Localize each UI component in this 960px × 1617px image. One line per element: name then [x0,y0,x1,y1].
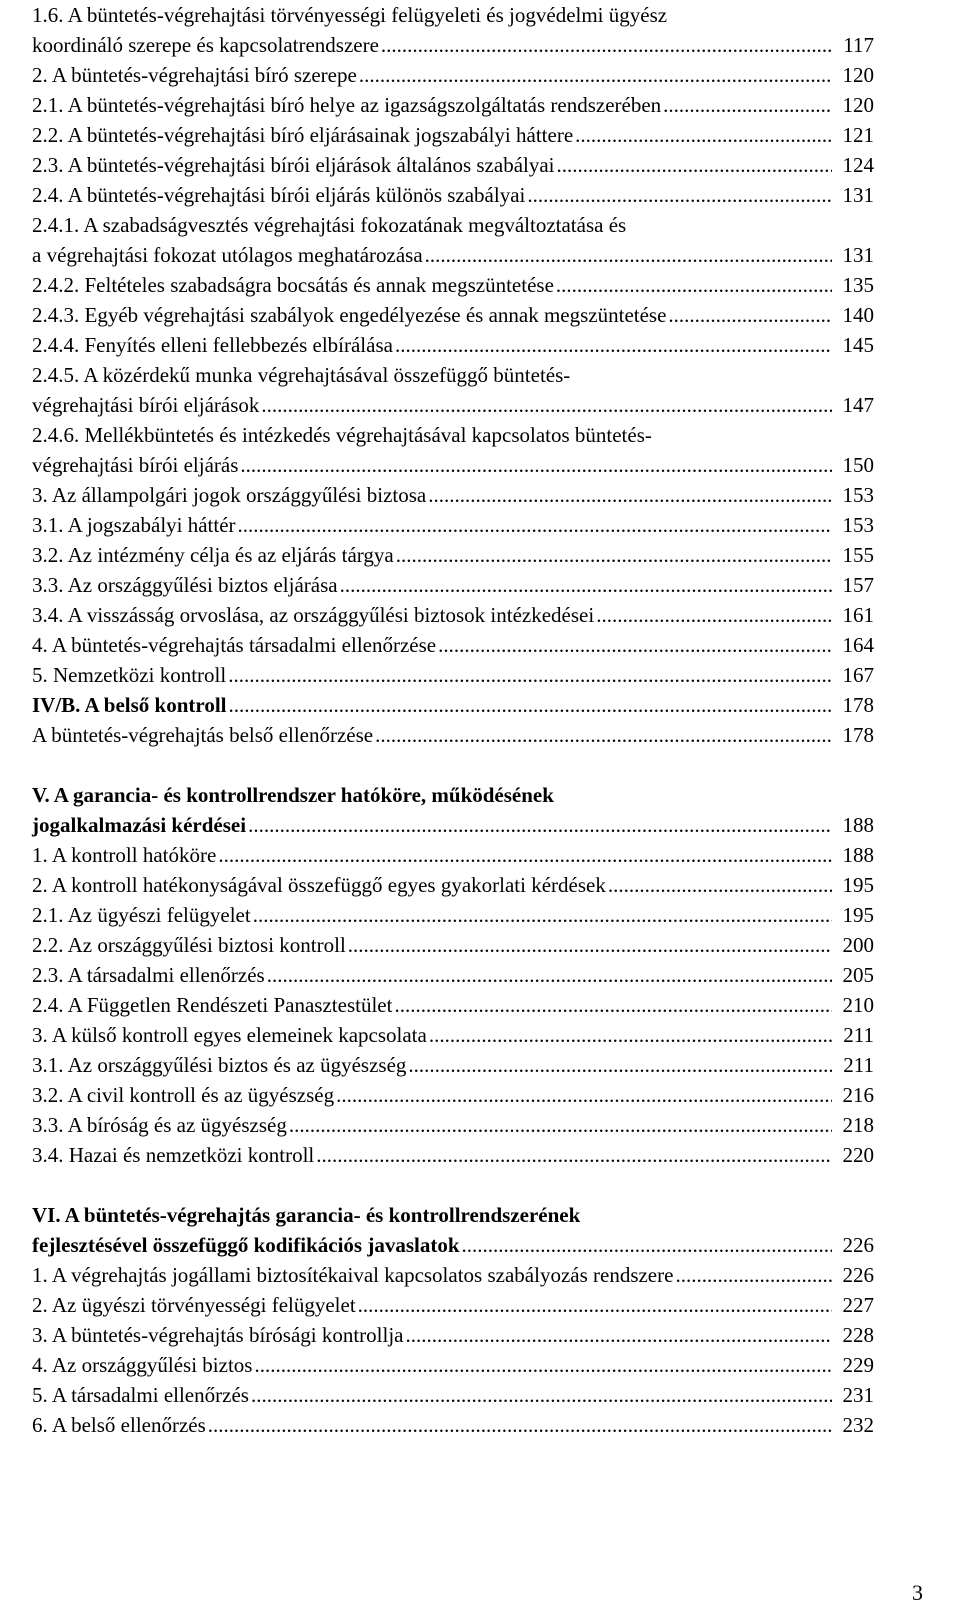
toc-entry-title: 2.4. A büntetés-végrehajtási bírói eljárás különös szabályai [32,183,526,207]
toc-entry-title: 3.3. A bíróság és az ügyészség [32,1113,287,1137]
toc-entry-title: IV/B. A belső kontroll [32,693,227,717]
toc-entry [32,600,874,630]
toc-entry-page: 150 [842,453,874,477]
toc-entry-line [32,240,874,270]
dot-leader [248,810,832,840]
toc-entry-title: fejlesztésével összefüggő kodifikációs javaslatok [32,1233,460,1257]
dot-leader [261,390,832,420]
dot-leader [316,1140,832,1170]
toc-entry [32,1350,874,1380]
toc-entry-line [32,1230,874,1260]
dot-leader [336,1080,832,1110]
toc-entry-title: 2.4. A Független Rendészeti Panasztestület [32,993,393,1017]
dot-leader [396,540,832,570]
dot-leader [575,120,832,150]
toc-entry [32,210,874,270]
toc-entry-page: 155 [842,543,874,567]
toc-entry-title: jogalkalmazási kérdései [32,813,247,837]
toc-entry [32,690,874,720]
toc-entry-line [32,1110,874,1140]
toc-entry-line [32,330,874,360]
toc-entry-title: 3. A büntetés-végrehajtás bírósági kontrollja [32,1323,404,1347]
toc-entry-line [32,450,874,480]
toc-entry-title: 3.2. Az intézmény célja és az eljárás tárgya [32,543,394,567]
toc-entry-line [32,840,874,870]
toc-entry-page: 200 [842,933,874,957]
dot-leader [557,150,833,180]
toc-entry-page: 220 [842,1143,874,1167]
toc-entry [32,870,874,900]
toc-entry-page: 195 [842,903,874,927]
toc-entry-page: 231 [842,1383,874,1407]
toc-entry [32,120,874,150]
toc-entry [32,630,874,660]
dot-leader [359,60,832,90]
toc-entry-line [32,930,874,960]
toc-entry-line [32,1050,874,1080]
toc-entry [32,150,874,180]
toc-entry-line [32,810,874,840]
toc-entry-page: 135 [842,273,874,297]
toc-entry-title: 3. A külső kontroll egyes elemeinek kapcsolata [32,1023,427,1047]
toc-entry-page: 218 [842,1113,874,1137]
toc-entry [32,900,874,930]
toc-entry [32,720,874,750]
dot-leader [395,330,832,360]
toc-entry-title: 2.4.2. Feltételes szabadságra bocsátás és annak megszüntetése [32,273,554,297]
toc-entry-page: 227 [842,1293,874,1317]
toc-entry [32,1410,874,1440]
dot-leader [238,510,832,540]
toc-entry-title: 1. A végrehajtás jogállami biztosítékaival kapcsolatos szabályozás rendszere [32,1263,674,1287]
dot-leader [340,570,832,600]
toc-entry [32,660,874,690]
toc-entry-title: 3. Az állampolgári jogok országgyűlési biztosa [32,483,427,507]
toc-entry-page: 120 [842,63,874,87]
toc-entry [32,570,874,600]
dot-leader [218,840,832,870]
section-gap [32,750,874,780]
toc-entry [32,0,874,60]
toc-entry-page: 188 [842,813,874,837]
toc-entry-page: 178 [842,693,874,717]
toc-entry-line [32,870,874,900]
toc-entry [32,1260,874,1290]
toc-entry-title: A büntetés-végrehajtás belső ellenőrzése [32,723,374,747]
toc-entry-page: 157 [842,573,874,597]
toc-entry-line [32,720,874,750]
toc-entry-page: 232 [842,1413,874,1437]
toc-entry [32,270,874,300]
toc-entry-title: 2. A büntetés-végrehajtási bíró szerepe [32,63,357,87]
dot-leader [438,630,832,660]
toc-entry [32,840,874,870]
dot-leader [375,720,832,750]
dot-leader [428,480,832,510]
toc-entry-title: végrehajtási bírói eljárás [32,453,239,477]
toc-entry-page: 211 [843,1053,874,1077]
toc-entry [32,1320,874,1350]
toc-entry-line [32,300,874,330]
toc-entry-line [32,1320,874,1350]
dot-leader [462,1230,832,1260]
toc-entry-page: 164 [842,633,874,657]
table-of-contents [32,0,874,1440]
toc-entry-page: 188 [842,843,874,867]
section-gap [32,1170,874,1200]
toc-entry-line [32,1020,874,1050]
dot-leader [240,450,832,480]
toc-entry-line [32,150,874,180]
toc-entry [32,1290,874,1320]
toc-entry-page: 226 [842,1263,874,1287]
toc-entry [32,90,874,120]
toc-entry-title: 5. Nemzetközi kontroll [32,663,227,687]
toc-entry-page: 124 [842,153,874,177]
toc-entry-title-line: 1.6. A büntetés-végrehajtási törvényességi felügyeleti és jogvédelmi ügyész [32,3,668,27]
toc-entry-page: 161 [842,603,874,627]
toc-entry-line [32,600,874,630]
dot-leader [527,180,832,210]
toc-entry-title: 1. A kontroll hatóköre [32,843,217,867]
toc-entry-page: 228 [842,1323,874,1347]
toc-entry-page: 145 [842,333,874,357]
dot-leader [394,990,832,1020]
toc-entry [32,420,874,480]
toc-entry-page: 226 [842,1233,874,1257]
toc-entry-page: 205 [842,963,874,987]
toc-entry-line [32,660,874,690]
toc-entry-page: 131 [842,243,874,267]
toc-entry-title: 2.2. A büntetés-végrehajtási bíró eljárásainak jogszabályi háttere [32,123,574,147]
toc-entry-line [32,570,874,600]
toc-entry [32,1140,874,1170]
toc-entry [32,360,874,420]
toc-entry-page: 147 [842,393,874,417]
dot-leader [381,30,832,60]
toc-entry-title: a végrehajtási fokozat utólagos meghatározása [32,243,423,267]
toc-entry-line [32,1350,874,1380]
toc-entry-line [32,120,874,150]
dot-leader [663,90,832,120]
toc-entry-title: 4. A büntetés-végrehajtás társadalmi ellenőrzése [32,633,437,657]
toc-entry-line [32,1380,874,1410]
toc-entry-title: 2.2. Az országgyűlési biztosi kontroll [32,933,346,957]
toc-entry-line [32,480,874,510]
toc-entry-line [32,180,874,210]
toc-entry-line [32,30,874,60]
toc-entry-line [32,900,874,930]
toc-entry-line [32,1410,874,1440]
toc-entry [32,1020,874,1050]
toc-entry-title: 3.2. A civil kontroll és az ügyészség [32,1083,335,1107]
toc-entry-page: 195 [842,873,874,897]
toc-entry-title-line: 2.4.1. A szabadságvesztés végrehajtási fokozatának megváltoztatása és [32,213,627,237]
toc-entry-line [32,1140,874,1170]
toc-entry [32,540,874,570]
dot-leader [608,870,832,900]
dot-leader [358,1290,832,1320]
toc-entry-title: 2.4.4. Fenyítés elleni fellebbezés elbírálása [32,333,393,357]
toc-entry [32,1050,874,1080]
toc-entry-title: 6. A belső ellenőrzés [32,1413,206,1437]
dot-leader [254,1350,832,1380]
toc-entry-page: 211 [843,1023,874,1047]
toc-entry [32,1380,874,1410]
toc-entry [32,300,874,330]
toc-entry-title: 2.3. A társadalmi ellenőrzés [32,963,265,987]
toc-entry-title: 4. Az országgyűlési biztos [32,1353,253,1377]
toc-entry-page: 121 [842,123,874,147]
toc-entry [32,960,874,990]
toc-entry-page: 178 [842,723,874,747]
dot-leader [408,1050,832,1080]
toc-entry-title: 3.3. Az országgyűlési biztos eljárása [32,573,338,597]
toc-entry-line [32,690,874,720]
toc-entry-page: 167 [842,663,874,687]
toc-entry [32,330,874,360]
toc-entry-line [32,1260,874,1290]
dot-leader [348,930,832,960]
toc-entry [32,930,874,960]
dot-leader [289,1110,832,1140]
toc-entry-line [32,390,874,420]
toc-entry-page: 153 [842,483,874,507]
dot-leader [229,690,833,720]
toc-entry-line [32,540,874,570]
toc-entry-title-line: V. A garancia- és kontrollrendszer hatóköre, működésének [32,783,554,807]
toc-entry [32,990,874,1020]
dot-leader [556,270,832,300]
toc-entry-title: 5. A társadalmi ellenőrzés [32,1383,249,1407]
toc-entry-title: 2. Az ügyészi törvényességi felügyelet [32,1293,356,1317]
dot-leader [668,300,832,330]
toc-entry-line [32,60,874,90]
toc-entry-line [32,960,874,990]
page-number: 3 [912,1580,923,1605]
toc-entry-line [32,1290,874,1320]
toc-entry-title: 2.4.3. Egyéb végrehajtási szabályok engedélyezése és annak megszüntetése [32,303,667,327]
dot-leader [425,240,832,270]
toc-entry-line [32,510,874,540]
toc-entry-page: 117 [843,33,874,57]
dot-leader [675,1260,832,1290]
toc-entry-title: 2.3. A büntetés-végrehajtási bírói eljárások általános szabályai [32,153,555,177]
toc-entry-line [32,1080,874,1110]
toc-entry-title: 3.1. A jogszabályi háttér [32,513,236,537]
toc-entry [32,780,874,840]
toc-entry-title: 2.1. A büntetés-végrehajtási bíró helye az igazságszolgáltatás rendszerében [32,93,662,117]
toc-entry-page: 229 [842,1353,874,1377]
dot-leader [253,900,832,930]
toc-entry-title: 3.4. Hazai és nemzetközi kontroll [32,1143,315,1167]
toc-entry-title: 2. A kontroll hatékonyságával összefüggő egyes gyakorlati kérdések [32,873,606,897]
dot-leader [208,1410,832,1440]
dot-leader [251,1380,832,1410]
toc-entry-line [32,990,874,1020]
toc-entry-line [32,630,874,660]
dot-leader [429,1020,832,1050]
toc-entry [32,60,874,90]
dot-leader [228,660,832,690]
toc-entry-page: 216 [842,1083,874,1107]
toc-entry-page: 140 [842,303,874,327]
toc-entry-title: 3.1. Az országgyűlési biztos és az ügyészség [32,1053,407,1077]
dot-leader [406,1320,833,1350]
toc-entry-title-line: 2.4.6. Mellékbüntetés és intézkedés végrehajtásával kapcsolatos büntetés- [32,423,652,447]
toc-entry-page: 131 [842,183,874,207]
toc-entry-line [32,90,874,120]
toc-entry-page: 120 [842,93,874,117]
toc-entry [32,480,874,510]
toc-entry-title: végrehajtási bírói eljárások [32,393,260,417]
toc-entry-page: 210 [842,993,874,1017]
toc-entry [32,1110,874,1140]
toc-entry-line [32,270,874,300]
toc-entry [32,1200,874,1260]
toc-entry-title-line: 2.4.5. A közérdekű munka végrehajtásával összefüggő büntetés- [32,363,571,387]
toc-entry [32,510,874,540]
toc-entry-title: koordináló szerepe és kapcsolatrendszere [32,33,379,57]
dot-leader [267,960,832,990]
toc-entry-title: 3.4. A visszásság orvoslása, az országgyűlési biztosok intézkedései [32,603,595,627]
toc-entry [32,180,874,210]
toc-entry-title-line: VI. A büntetés-végrehajtás garancia- és kontrollrendszerének [32,1203,581,1227]
toc-entry-title: 2.1. Az ügyészi felügyelet [32,903,251,927]
toc-entry-page: 153 [842,513,874,537]
dot-leader [596,600,832,630]
toc-entry [32,1080,874,1110]
